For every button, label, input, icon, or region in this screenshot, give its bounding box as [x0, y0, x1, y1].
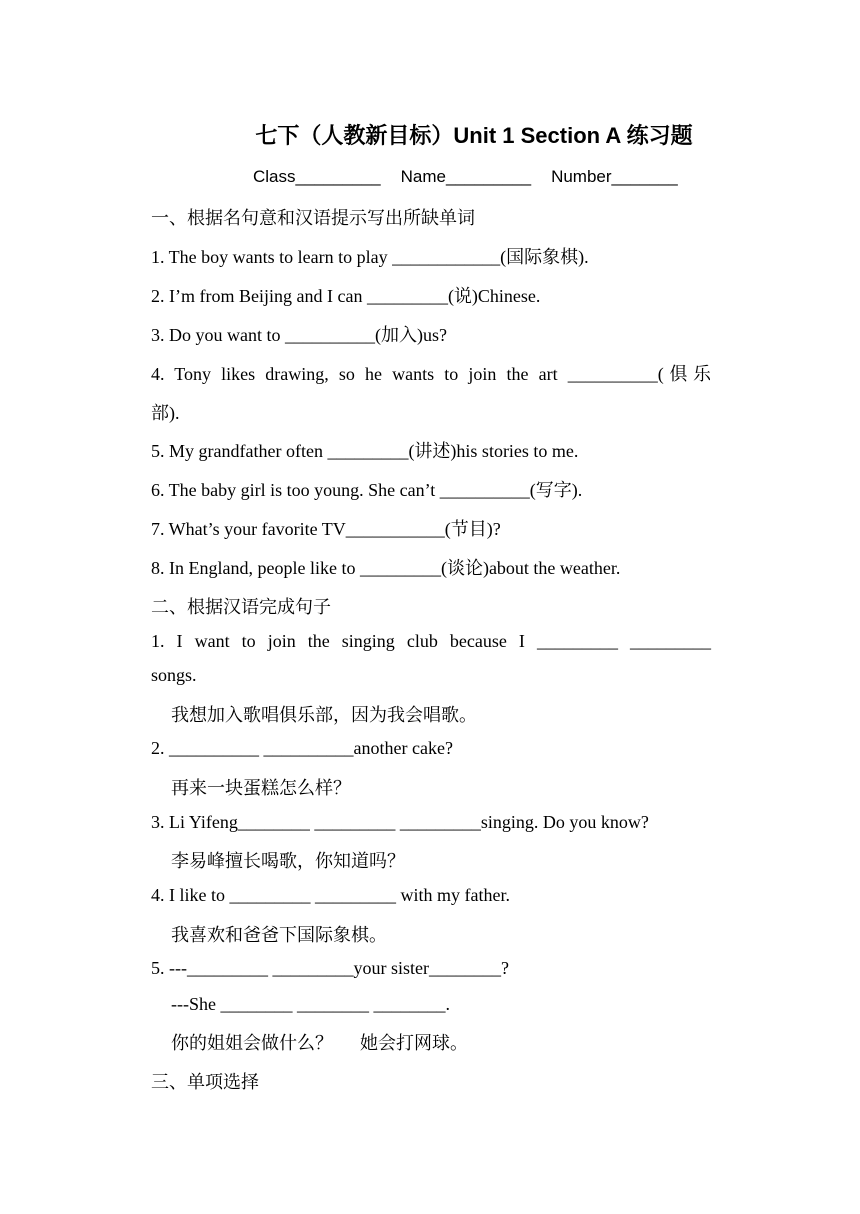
question-1-1: 1. The boy wants to learn to play ____________(国际象棋).: [151, 247, 589, 267]
question-2-2: 2. __________ __________another cake?: [151, 738, 453, 758]
section-1-heading: 一、根据名句意和汉语提示写出所缺单词: [151, 208, 475, 228]
question-2-1-continued: songs.: [151, 665, 197, 685]
page-title: 七下（人教新目标）Unit 1 Section A 练习题: [255, 123, 693, 148]
question-2-1-chinese: 我想加入歌唱俱乐部，因为我会唱歌。: [171, 705, 477, 725]
question-2-3: 3. Li Yifeng________ _________ _________singing. Do you know?: [151, 812, 649, 832]
question-1-5: 5. My grandfather often _________(讲述)his stories to me.: [151, 441, 579, 461]
class-field: Class_________: [253, 167, 381, 186]
question-2-1: 1. I want to join the singing club because I _________ _________: [151, 631, 711, 651]
question-2-4: 4. I like to _________ _________ with my father.: [151, 885, 510, 905]
section-3-heading: 三、单项选择: [151, 1072, 259, 1092]
question-1-6: 6. The baby girl is too young. She can’t __________(写字).: [151, 480, 583, 500]
question-1-3: 3. Do you want to __________(加入)us?: [151, 325, 447, 345]
question-2-4-chinese: 我喜欢和爸爸下国际象棋。: [171, 925, 387, 945]
section-2-heading: 二、根据汉语完成句子: [151, 597, 331, 617]
number-field: Number_______: [551, 167, 678, 186]
question-2-5-chinese: 你的姐姐会做什么？ 她会打网球。: [171, 1033, 468, 1053]
question-2-3-chinese: 李易峰擅长喝歌，你知道吗？: [171, 851, 405, 871]
question-1-7: 7. What’s your favorite TV___________(节目)?: [151, 519, 501, 539]
question-1-8: 8. In England, people like to _________(谈论)about the weather.: [151, 558, 621, 578]
question-2-5-answer: ---She ________ ________ ________.: [171, 994, 450, 1014]
question-1-2: 2. I’m from Beijing and I can _________(说)Chinese.: [151, 286, 541, 306]
name-field: Name_________: [400, 167, 532, 186]
question-2-2-chinese: 再来一块蛋糕怎么样？: [171, 778, 351, 798]
question-2-5: 5. ---_________ _________your sister________?: [151, 958, 509, 978]
question-1-4-continued: 部).: [151, 403, 180, 423]
student-info-row: [253, 167, 678, 187]
question-1-4: 4. Tony likes drawing, so he wants to join the art __________(俱乐: [151, 364, 711, 384]
